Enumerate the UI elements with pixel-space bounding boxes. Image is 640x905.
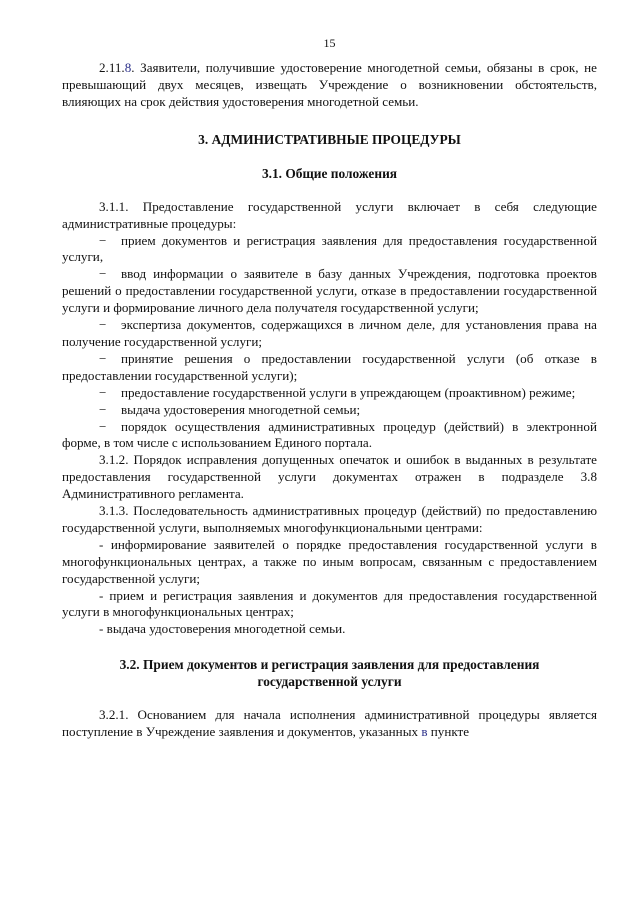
subsection-3-2-title-line1: 3.2. Прием документов и регистрация заявления для предоставления xyxy=(119,657,540,673)
clause-number: 2.11. xyxy=(99,60,125,75)
list-item xyxy=(62,266,597,317)
list-item: - прием и регистрация заявления и документов для предоставления государственной услуги в многофункциональных центрах; xyxy=(62,587,597,620)
list-item xyxy=(62,317,597,351)
list-item-text: ввод информации о заявителе в базу данных Учреждения, подготовка проектов решений о предоставлении государственной услуги, отказе в предоставлении государственной услуги и формирование личного дела получателя государственной услуги; xyxy=(62,266,597,316)
clause-text: . Заявители, получившие удостоверение многодетной семьи, обязаны в срок, не превышающий двух месяцев, извещать Учреждение о возникновении обстоятельств, влияющих на срок действия удостоверения многодетной семьи. xyxy=(62,60,597,109)
list-item xyxy=(62,351,597,385)
dash-marker: − xyxy=(99,384,107,400)
subsection-3-2-title xyxy=(62,656,597,690)
list-item xyxy=(62,233,597,267)
list-item-text: порядок осуществления административных процедур (действий) в электронной форме, в том числе с использованием Единого портала. xyxy=(62,418,597,451)
paragraph-3-1-1: 3.1.1. Предоставление государственной услуги включает в себя следующие административные процедуры: xyxy=(62,198,597,231)
list-item-text: выдача удостоверения многодетной семьи; xyxy=(121,401,361,417)
list-item: - информирование заявителей о порядке предоставления государственной услуги в многофункциональных центрах, а также по иным вопросам, связанным с предоставлением государственной услуги; xyxy=(62,536,597,586)
list-item-text: предоставление государственной услуги в упреждающем (проактивном) режиме; xyxy=(121,384,576,400)
list-item xyxy=(62,402,597,419)
page-number: 15 xyxy=(323,36,336,50)
paragraph-3-1-3: 3.1.3. Последовательность административных процедур (действий) по предоставлению государственной услуги, выполняемых многофункциональными центрами: xyxy=(62,503,597,535)
paragraph-text-end: пункте xyxy=(427,724,470,740)
list-item xyxy=(62,385,597,402)
dash-marker: − xyxy=(99,350,107,366)
dash-marker: − xyxy=(99,317,107,333)
paragraph-text: 3.2.1. Основанием для начала исполнения административной процедуры является поступление в Учреждение заявления и документов, указанных xyxy=(62,707,597,740)
highlighted-word: в xyxy=(421,724,428,740)
subsection-3-1-title: 3.1. Общие положения xyxy=(261,165,398,181)
clause-number-suffix: 8 xyxy=(124,60,132,75)
list-item-text: прием документов и регистрация заявления для предоставления государственной услуги, xyxy=(62,232,597,265)
dash-marker: − xyxy=(99,232,107,248)
subsection-3-2-title-line2: государственной услуги xyxy=(257,674,402,690)
list-item xyxy=(62,419,597,453)
list-item-text: экспертиза документов, содержащихся в личном деле, для установления права на получение государственной услуги; xyxy=(62,317,597,349)
document-page xyxy=(62,36,597,741)
paragraph-3-1-2: 3.1.2. Порядок исправления допущенных опечаток и ошибок в выданных в результате предоставления государственной услуги документах отражен в подразделе 3.8 Административного регламента. xyxy=(62,452,597,502)
dash-marker: − xyxy=(99,418,107,434)
list-item-text: принятие решения о предоставлении государственной услуги (об отказе в предоставлении государственной услуги); xyxy=(62,350,597,383)
paragraph-2-11-8 xyxy=(62,60,597,111)
dash-marker: − xyxy=(99,401,107,417)
paragraph-3-2-1 xyxy=(62,707,597,741)
list-item: - выдача удостоверения многодетной семьи. xyxy=(99,621,346,637)
dash-marker: − xyxy=(99,266,107,282)
section-3-title: 3. АДМИНИСТРАТИВНЫЕ ПРОЦЕДУРЫ xyxy=(198,131,461,147)
